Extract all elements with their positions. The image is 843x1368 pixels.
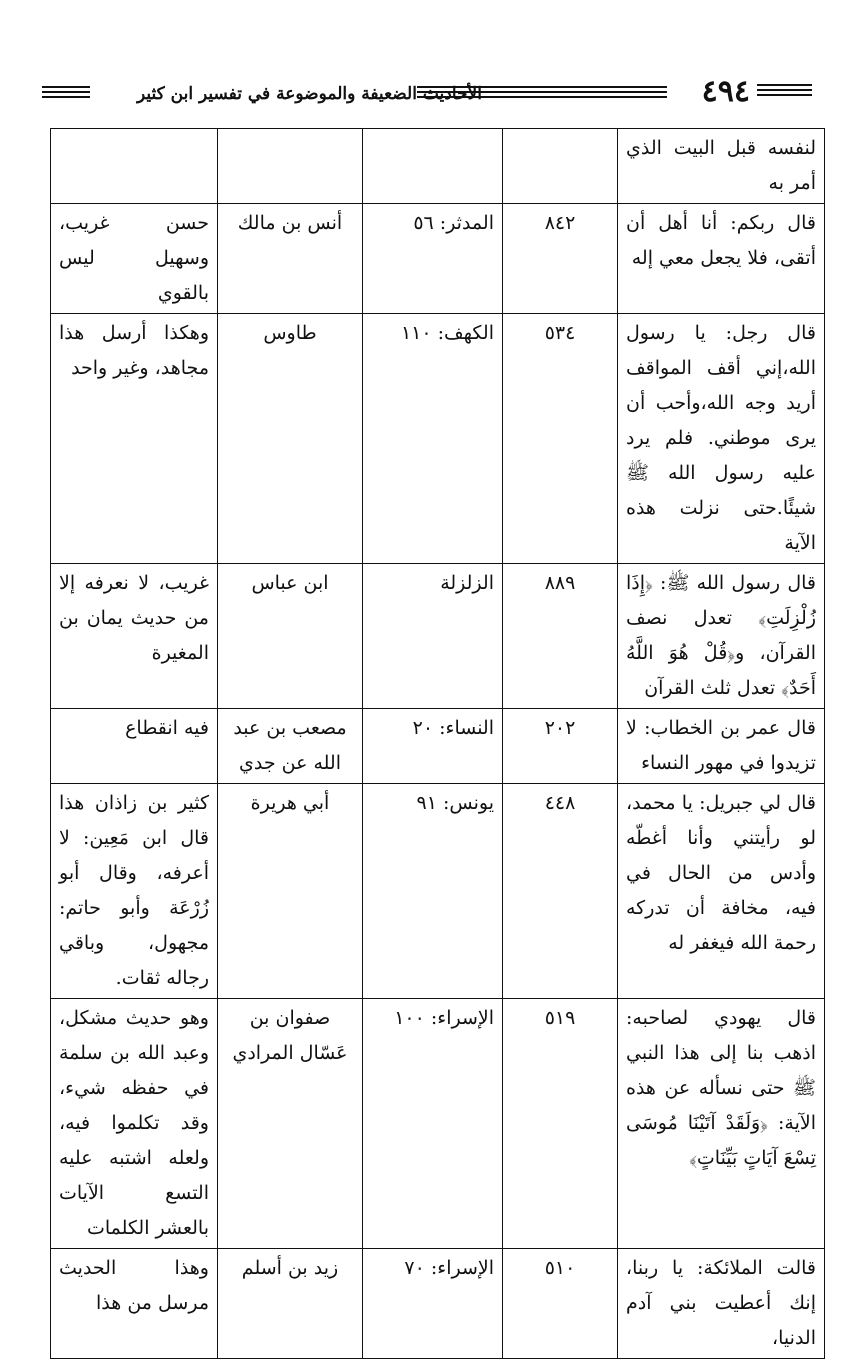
- number-cell: ٥١٩: [503, 999, 618, 1249]
- table-body: [51, 129, 825, 1359]
- hadith-text-cell: قال رسول الله ﷺ: ﴿إِذَا زُلْزِلَتِ﴾ تعدل نصف القرآن، و﴿قُلْ هُوَ اللَّهُ أَحَدٌ﴾ تعدل ثلث القرآن: [618, 564, 825, 709]
- grade-cell: وهذا الحديث مرسل من هذا: [51, 1249, 218, 1359]
- narrator-cell: أبي هريرة: [218, 784, 363, 999]
- table-row: [51, 1249, 825, 1359]
- surah-ayah-cell: الإسراء: ٧٠: [363, 1249, 503, 1359]
- running-title: الأحاديث الضعيفة والموضوعة في تفسير ابن كثير: [137, 84, 482, 104]
- grade-cell: [51, 129, 218, 204]
- hadith-text-cell: قال ربكم: أنا أهل أن أتقى، فلا يجعل معي إله: [618, 204, 825, 314]
- grade-cell: حسن غريب، وسهيل ليس بالقوي: [51, 204, 218, 314]
- number-cell: ٢٠٢: [503, 709, 618, 784]
- narrator-cell: مصعب بن عبد الله عن جدي: [218, 709, 363, 784]
- number-cell: ٨٨٩: [503, 564, 618, 709]
- surah-ayah-cell: الإسراء: ١٠٠: [363, 999, 503, 1249]
- surah-ayah-cell: الكهف: ١١٠: [363, 314, 503, 564]
- grade-cell: فيه انقطاع: [51, 709, 218, 784]
- table-row: [51, 709, 825, 784]
- header-rule-right: [757, 84, 812, 99]
- grade-cell: وهكذا أرسل هذا مجاهد، وغير واحد: [51, 314, 218, 564]
- table-row: [51, 999, 825, 1249]
- hadith-text-cell: قال يهودي لصاحبه: اذهب بنا إلى هذا النبي ﷺ حتى نسأله عن هذه الآية: ﴿وَلَقَدْ آتَيْنَا مُوسَى تِسْعَ آيَاتٍ بَيِّنَاتٍ﴾: [618, 999, 825, 1249]
- number-cell: ٥٣٤: [503, 314, 618, 564]
- surah-ayah-cell: المدثر: ٥٦: [363, 204, 503, 314]
- number-cell: ٥١٠: [503, 1249, 618, 1359]
- surah-ayah-cell: الزلزلة: [363, 564, 503, 709]
- narrator-cell: أنس بن مالك: [218, 204, 363, 314]
- hadith-table: [50, 128, 825, 1359]
- narrator-cell: صفوان بن عَسّال المرادي: [218, 999, 363, 1249]
- number-cell: ٤٤٨: [503, 784, 618, 999]
- table-row: [51, 564, 825, 709]
- table-row: [51, 204, 825, 314]
- surah-ayah-cell: يونس: ٩١: [363, 784, 503, 999]
- page-header: [42, 74, 812, 114]
- narrator-cell: طاوس: [218, 314, 363, 564]
- grade-cell: وهو حديث مشكل، وعبد الله بن سلمة في حفظه شيء، وقد تكلموا فيه، ولعله اشتبه عليه التسع الآيات بالعشر الكلمات: [51, 999, 218, 1249]
- table-row: [51, 129, 825, 204]
- table-row: [51, 784, 825, 999]
- narrator-cell: [218, 129, 363, 204]
- hadith-text-cell: قال لي جبريل: يا محمد، لو رأيتني وأنا أغطّه وأدس من الحال في فيه، مخافة أن تدركه رحمة الله فيغفر له: [618, 784, 825, 999]
- narrator-cell: زيد بن أسلم: [218, 1249, 363, 1359]
- page-number: ٤٩٤: [701, 74, 750, 109]
- hadith-text-cell: قالت الملائكة: يا ربنا، إنك أعطيت بني آدم الدنيا،: [618, 1249, 825, 1359]
- hadith-text-cell: لنفسه قبل البيت الذي أمر به: [618, 129, 825, 204]
- header-rule-left: [42, 86, 90, 101]
- grade-cell: كثير بن زاذان هذا قال ابن مَعِين: لا أعرفه، وقال أبو زُرْعَة وأبو حاتم: مجهول، وباقي رجاله ثقات.: [51, 784, 218, 999]
- number-cell: [503, 129, 618, 204]
- table-row: [51, 314, 825, 564]
- grade-cell: غريب، لا نعرفه إلا من حديث يمان بن المغيرة: [51, 564, 218, 709]
- hadith-text-cell: قال عمر بن الخطاب: لا تزيدوا في مهور النساء: [618, 709, 825, 784]
- number-cell: ٨٤٢: [503, 204, 618, 314]
- surah-ayah-cell: [363, 129, 503, 204]
- surah-ayah-cell: النساء: ٢٠: [363, 709, 503, 784]
- hadith-text-cell: قال رجل: يا رسول الله،إني أقف المواقف أريد وجه الله،وأحب أن يرى موطني. فلم يرد عليه رسول الله ﷺ شيئًا.حتى نزلت هذه الآية: [618, 314, 825, 564]
- narrator-cell: ابن عباس: [218, 564, 363, 709]
